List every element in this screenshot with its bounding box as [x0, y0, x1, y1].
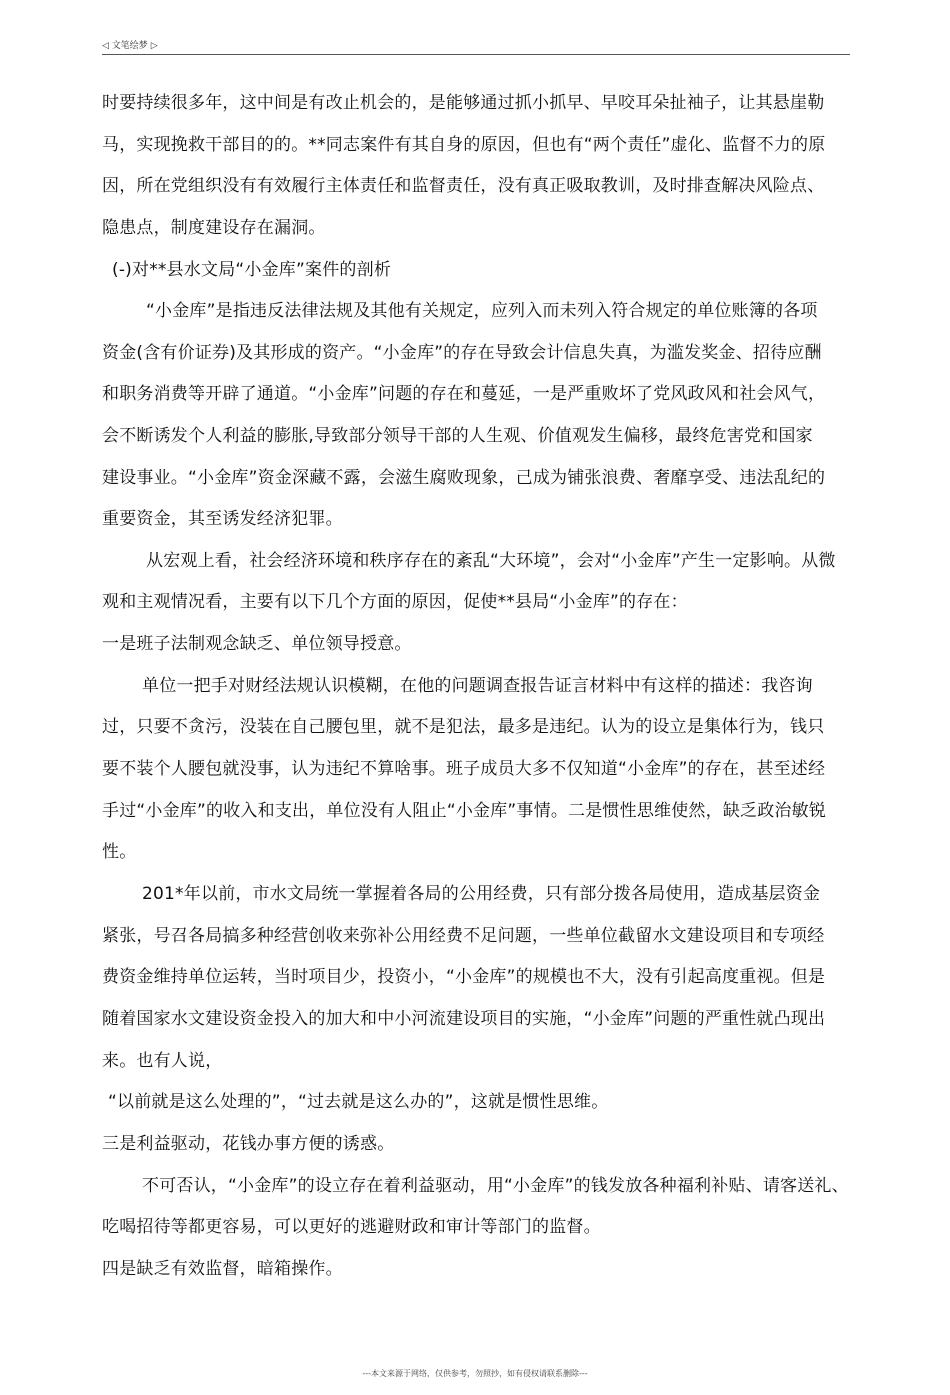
- text-line: 四是缺乏有效监督，暗箱操作。: [102, 1259, 343, 1279]
- header-right-mark: ▷: [150, 41, 158, 51]
- text-line: 201*年以前，市水文局统一掌握着各局的公用经费，只有部分拨各局使用，造成基层资金: [142, 884, 821, 904]
- text-line: 费资金维持单位运转，当时项目少，投资小，“小金库”的规模也不大，没有引起高度重视。但是: [102, 967, 826, 987]
- text-line: 三是利益驱动，花钱办事方便的诱惑。: [102, 1134, 395, 1154]
- page-header: [102, 38, 850, 55]
- text-line: 马，实现挽救干部目的的。**同志案件有其自身的原因，但也有“两个责任”虚化、监督不力的原: [102, 135, 826, 155]
- text-line: (-)对**县水文局“小金库”案件的剖析: [112, 260, 392, 280]
- text-line: 资金(含有价证券)及其形成的资产。“小金库”的存在导致会计信息失真，为滥发奖金、招待应酬: [102, 343, 822, 363]
- text-line: 不可否认，“小金库”的设立存在着利益驱动，用“小金库”的钱发放各种福利补贴、请客送礼、: [142, 1176, 849, 1196]
- text-line: 隐患点，制度建设存在漏洞。: [102, 218, 326, 238]
- text-line: 吃喝招待等都更容易，可以更好的逃避财政和审计等部门的监督。: [102, 1217, 601, 1237]
- text-line: 手过“小金库”的收入和支出，单位没有人阻止“小金库”事情。二是惯性思维使然，缺乏政治敏锐: [102, 801, 827, 821]
- header-title: 文笔绘梦: [111, 41, 148, 51]
- text-line: 从宏观上看，社会经济环境和秩序存在的紊乱“大环境”，会对“小金库”产生一定影响。从微: [146, 551, 836, 571]
- text-line: 一是班子法制观念缺乏、单位领导授意。: [102, 634, 412, 654]
- text-line: 单位一把手对财经法规认识模糊，在他的问题调查报告证言材料中有这样的描述：我咨询: [142, 676, 813, 696]
- text-line: “以前就是这么处理的”，“过去就是这么办的”，这就是惯性思维。: [108, 1092, 609, 1112]
- text-line: 重要资金，其至诱发经济犯罪。: [102, 509, 343, 529]
- text-line: “小金库”是指违反法律法规及其他有关规定，应列入而未列入符合规定的单位账簿的各项: [146, 301, 818, 321]
- text-line: 时要持续很多年，这中间是有改止机会的，是能够通过抓小抓早、早咬耳朵扯袖子，让其悬崖勒: [102, 93, 825, 113]
- header-left-mark: ◁: [102, 41, 109, 51]
- text-line: 过，只要不贪污，没装在自己腰包里，就不是犯法，最多是违纪。认为的设立是集体行为，钱只: [102, 717, 825, 737]
- text-line: 性。: [102, 842, 137, 862]
- text-line: 随着国家水文建设资金投入的加大和中小河流建设项目的实施，“小金库”问题的严重性就凸现出: [102, 1009, 826, 1029]
- text-line: 观和主观情况看，主要有以下几个方面的原因，促使**县局“小金库”的存在：: [102, 592, 688, 612]
- text-line: 建设事业。“小金库”资金深藏不露，会滋生腐败现象，己成为铺张浪费、奢靡享受、违法乱纪的: [102, 468, 826, 488]
- text-line: 因，所在党组织没有有效履行主体责任和监督责任，没有真正吸取教训，及时排查解决风险点、: [102, 176, 825, 196]
- text-line: 和职务消费等开辟了通道。“小金库”问题的存在和蔓延，一是严重败坏了党风政风和社会风气，: [102, 384, 826, 404]
- text-line: 会不断诱发个人利益的膨胀,导致部分领导干部的人生观、价值观发生偏移，最终危害党和国家: [102, 426, 813, 446]
- text-line: 来。也有人说，: [102, 1051, 223, 1071]
- text-line: 要不装个人腰包就没事，认为违纪不算啥事。班子成员大多不仅知道“小金库”的存在，甚至述经: [102, 759, 826, 779]
- page-footer: ---本文来源于网络，仅供参考，勿照抄，如有侵权请联系删除---: [362, 1369, 588, 1378]
- text-line: 紧张，号召各局搞多种经营创收来弥补公用经费不足问题，一些单位截留水文建设项目和专项经: [102, 926, 825, 946]
